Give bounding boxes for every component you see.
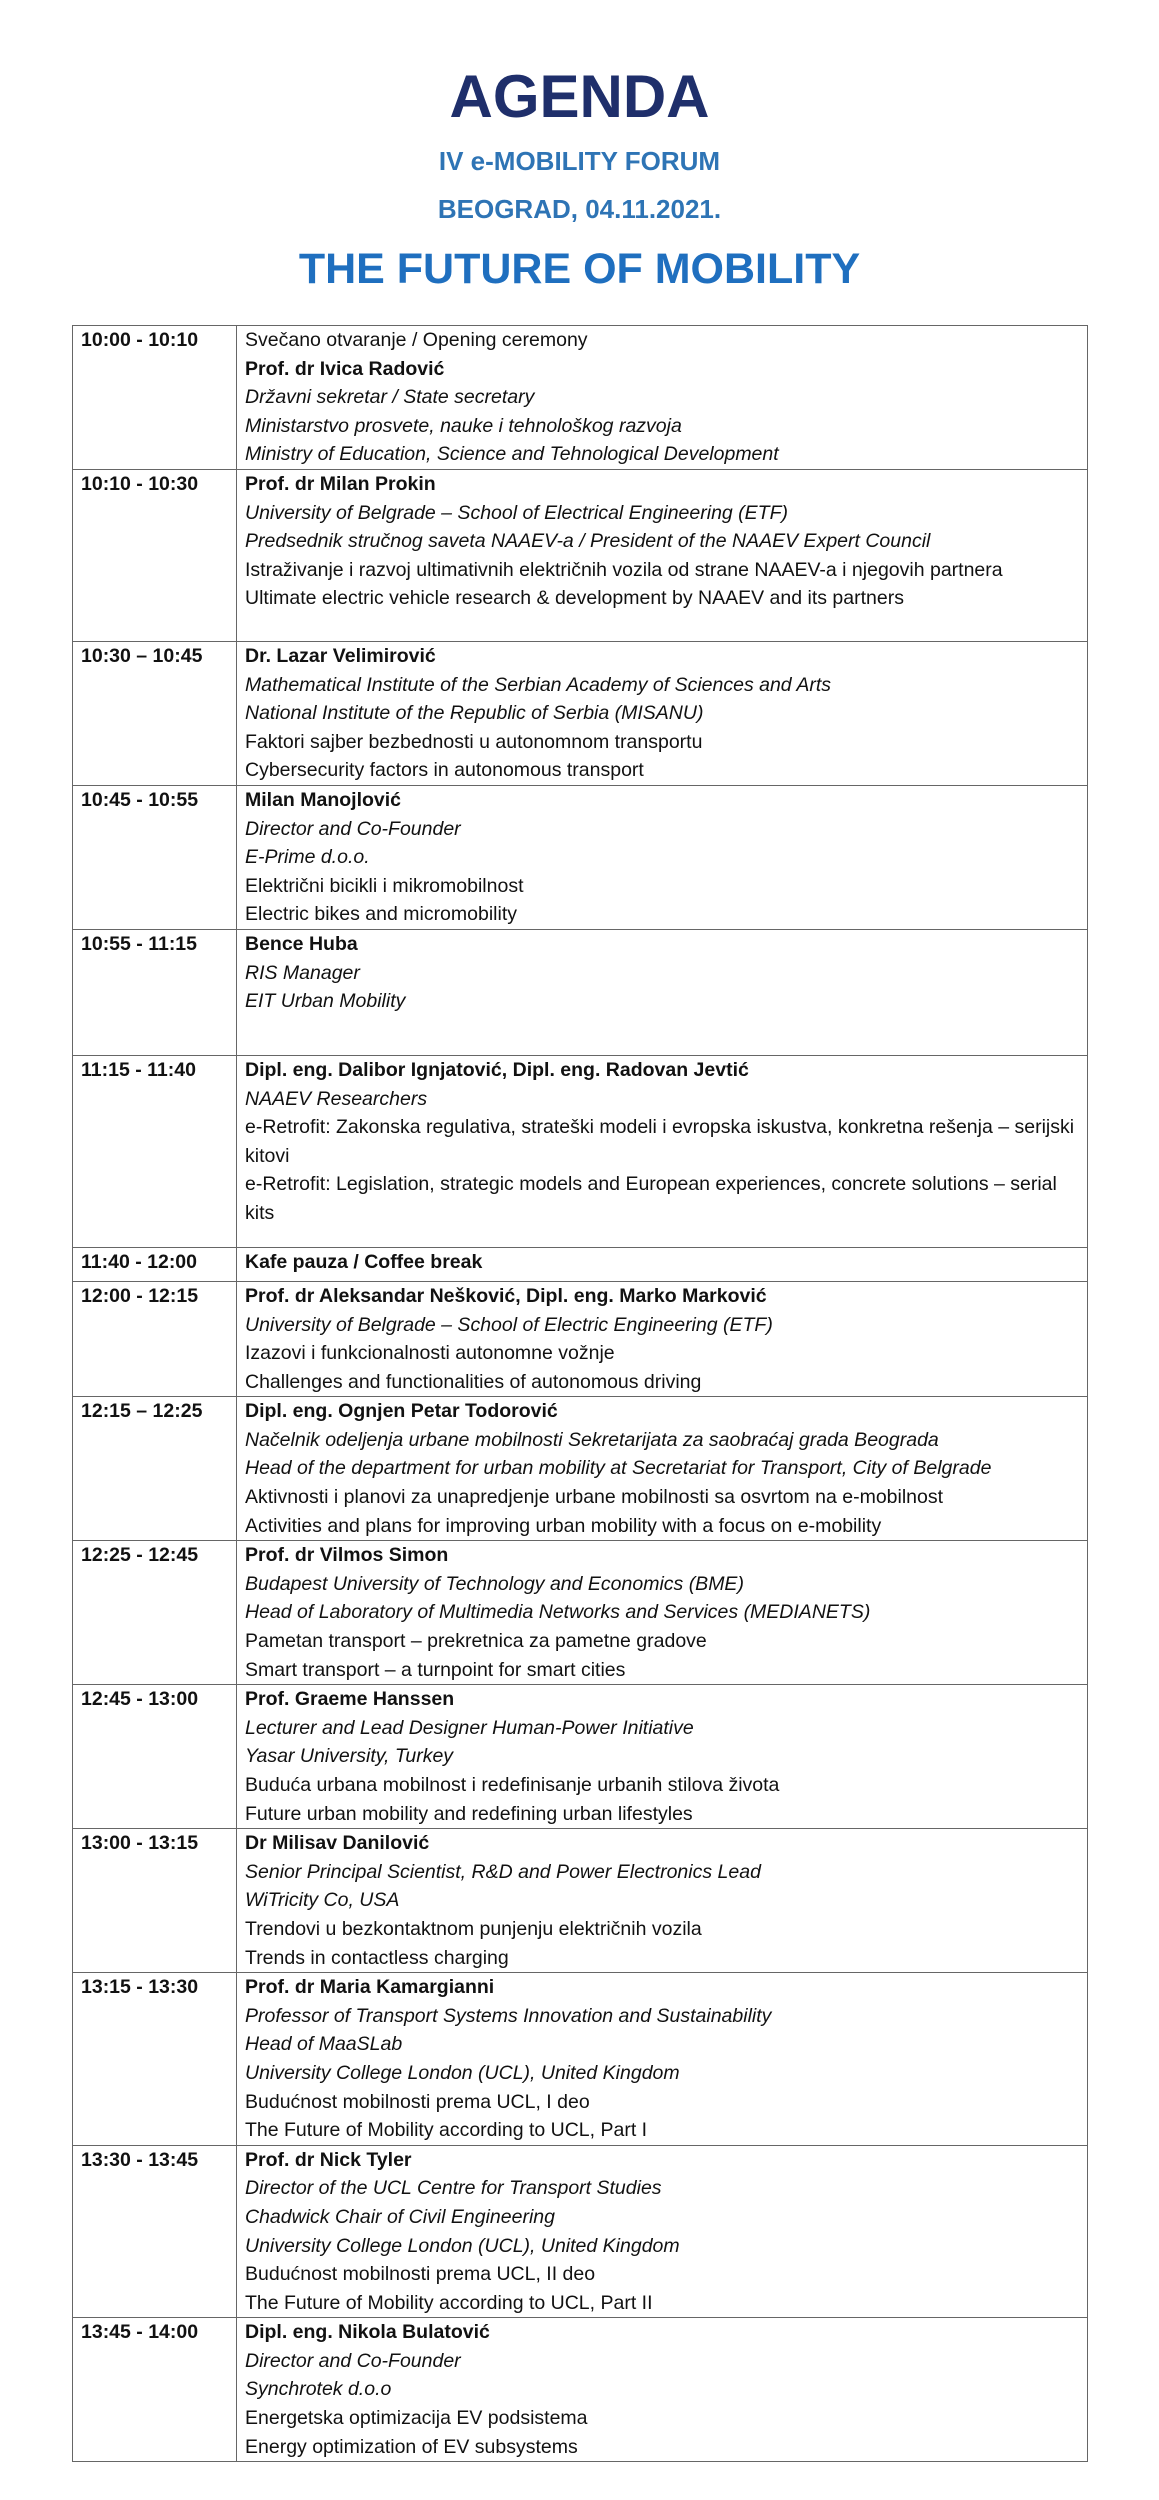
session-topic: Smart transport – a turnpoint for smart cities (245, 1658, 626, 1681)
speaker-name: Prof. dr Vilmos Simon (245, 1544, 449, 1567)
speaker-affiliation: Head of Laboratory of Multimedia Networks and Services (MEDIANETS) (245, 1601, 871, 1624)
agenda-row (73, 1247, 1088, 1281)
session-time: 10:45 - 10:55 (73, 785, 237, 929)
agenda-row (73, 1829, 1088, 1973)
speaker-affiliation: Mathematical Institute of the Serbian Academy of Sciences and Arts (245, 673, 832, 696)
speaker-name: Prof. dr Milan Prokin (245, 472, 436, 495)
agenda-table (72, 325, 1088, 2462)
session-topic: Faktori sajber bezbednosti u autonomnom transportu (245, 730, 703, 753)
speaker-name: Dipl. eng. Nikola Bulatović (245, 2321, 490, 2344)
speaker-affiliation: WiTricity Co, USA (245, 1889, 400, 1912)
speaker-affiliation: Predsednik stručnog saveta NAAEV-a / President of the NAAEV Expert Council (245, 530, 931, 553)
session-time: 13:00 - 13:15 (73, 1829, 237, 1973)
speaker-affiliation: Head of the department for urban mobility at Secretariat for Transport, City of Belgrade (245, 1457, 992, 1480)
speaker-name: Bence Huba (245, 932, 358, 955)
speaker-affiliation: Budapest University of Technology and Economics (BME) (245, 1572, 744, 1595)
speaker-name: Prof. dr Ivica Radović (245, 357, 445, 380)
session-details (237, 1973, 1088, 2146)
agenda-row (73, 2145, 1088, 2318)
agenda-row (73, 1685, 1088, 1829)
session-details (237, 1541, 1088, 1685)
speaker-affiliation: University College London (UCL), United Kingdom (245, 2061, 680, 2084)
speaker-name: Prof. Graeme Hanssen (245, 1688, 455, 1711)
speaker-affiliation: Državni sekretar / State secretary (245, 386, 535, 409)
speaker-affiliation: University College London (UCL), United Kingdom (245, 2234, 680, 2257)
session-time: 13:15 - 13:30 (73, 1973, 237, 2146)
speaker-affiliation: Ministarstvo prosvete, nauke i tehnološkog razvoja (245, 414, 682, 437)
session-topic: Električni bicikli i mikromobilnost (245, 874, 524, 897)
session-details (237, 2318, 1088, 2462)
speaker-affiliation: Head of MaaSLab (245, 2033, 403, 2056)
speaker-affiliation: Chadwick Chair of Civil Engineering (245, 2205, 555, 2228)
session-topic: Future urban mobility and redefining urban lifestyles (245, 1802, 693, 1825)
speaker-name: Dipl. eng. Dalibor Ignjatović, Dipl. eng. Radovan Jevtić (245, 1058, 749, 1081)
session-topic: Trends in contactless charging (245, 1946, 509, 1969)
agenda-row (73, 326, 1088, 470)
speaker-affiliation: Načelnik odeljenja urbane mobilnosti Sekretarijata za saobraćaj grada Beograda (245, 1428, 939, 1451)
session-topic: Aktivnosti i planovi za unapredjenje urbane mobilnosti sa osvrtom na e-mobilnost (245, 1486, 944, 1509)
session-topic: e-Retrofit: Zakonska regulativa, strateški modeli i evropska iskustva, konkretna rešenja – serijski kitovi (245, 1116, 1075, 1167)
session-details (237, 1685, 1088, 1829)
session-time: 13:30 - 13:45 (73, 2145, 237, 2318)
session-details (237, 1055, 1088, 1247)
session-time: 12:25 - 12:45 (73, 1541, 237, 1685)
session-topic: Activities and plans for improving urban mobility with a focus on e-mobility (245, 1514, 882, 1537)
agenda-table-body (73, 326, 1088, 2462)
session-time: 10:55 - 11:15 (73, 929, 237, 1055)
agenda-row (73, 641, 1088, 785)
speaker-affiliation: RIS Manager (245, 961, 360, 984)
session-details (237, 469, 1088, 641)
speaker-name: Prof. dr Nick Tyler (245, 2148, 412, 2171)
agenda-row (73, 1973, 1088, 2146)
speaker-affiliation: Ministry of Education, Science and Tehnological Development (245, 443, 779, 466)
speaker-name: Prof. dr Maria Kamargianni (245, 1976, 495, 1999)
agenda-row (73, 2318, 1088, 2462)
agenda-row (73, 1055, 1088, 1247)
session-time: 11:15 - 11:40 (73, 1055, 237, 1247)
session-time: 10:30 – 10:45 (73, 641, 237, 785)
session-topic: Electric bikes and micromobility (245, 903, 518, 926)
session-time: 10:00 - 10:10 (73, 326, 237, 470)
session-time: 12:00 - 12:15 (73, 1281, 237, 1396)
speaker-affiliation: Lecturer and Lead Designer Human-Power Initiative (245, 1716, 694, 1739)
speaker-affiliation: Professor of Transport Systems Innovation and Sustainability (245, 2004, 772, 2027)
speaker-affiliation: E-Prime d.o.o. (245, 846, 370, 869)
session-topic: The Future of Mobility according to UCL, Part II (245, 2291, 653, 2314)
session-details (237, 1397, 1088, 1541)
session-details (237, 1247, 1088, 1281)
speaker-name: Dr. Lazar Velimirović (245, 644, 436, 667)
speaker-name: Dipl. eng. Ognjen Petar Todorović (245, 1400, 558, 1423)
session-topic: Pametan transport – prekretnica za pametne gradove (245, 1630, 707, 1653)
session-topic: Cybersecurity factors in autonomous transport (245, 759, 644, 782)
session-topic: Trendovi u bezkontaktnom punjenju električnih vozila (245, 1917, 702, 1940)
agenda-row (73, 785, 1088, 929)
speaker-name: Prof. dr Aleksandar Nešković, Dipl. eng. Marko Marković (245, 1284, 767, 1307)
session-details (237, 929, 1088, 1055)
session-topic: The Future of Mobility according to UCL, Part I (245, 2119, 648, 2142)
session-details (237, 2145, 1088, 2318)
session-details (237, 641, 1088, 785)
session-details (237, 1281, 1088, 1396)
speaker-affiliation: University of Belgrade – School of Electric Engineering (ETF) (245, 1313, 773, 1336)
speaker-affiliation: EIT Urban Mobility (245, 990, 406, 1013)
session-time: 12:15 – 12:25 (73, 1397, 237, 1541)
session-time: 11:40 - 12:00 (73, 1247, 237, 1281)
session-topic: Svečano otvaranje / Opening ceremony (245, 329, 588, 351)
agenda-row (73, 929, 1088, 1055)
speaker-affiliation: NAAEV Researchers (245, 1087, 428, 1110)
agenda-header (0, 0, 1159, 294)
session-topic: Energy optimization of EV subsystems (245, 2435, 578, 2458)
speaker-name: Milan Manojlović (245, 788, 402, 811)
session-time: 13:45 - 14:00 (73, 2318, 237, 2462)
speaker-name: Kafe pauza / Coffee break (245, 1250, 483, 1273)
session-topic: Challenges and functionalities of autonomous driving (245, 1370, 702, 1393)
speaker-affiliation: University of Belgrade – School of Electrical Engineering (ETF) (245, 501, 788, 524)
session-topic: Izazovi i funkcionalnosti autonomne vožnje (245, 1342, 615, 1365)
session-time: 10:10 - 10:30 (73, 469, 237, 641)
agenda-row (73, 1397, 1088, 1541)
speaker-affiliation: Senior Principal Scientist, R&D and Power Electronics Lead (245, 1860, 761, 1883)
agenda-row (73, 1541, 1088, 1685)
agenda-row (73, 1281, 1088, 1396)
session-details (237, 785, 1088, 929)
speaker-affiliation: Director and Co-Founder (245, 817, 461, 840)
event-place-date: BEOGRAD, 04.11.2021. (437, 194, 722, 224)
session-topic: Istraživanje i razvoj ultimativnih električnih vozila od strane NAAEV-a i njegovih partnera (245, 558, 1003, 581)
forum-theme: THE FUTURE OF MOBILITY (298, 245, 861, 293)
session-details (237, 1829, 1088, 1973)
session-time: 12:45 - 13:00 (73, 1685, 237, 1829)
session-topic: Energetska optimizacija EV podsistema (245, 2407, 588, 2430)
agenda-title: AGENDA (449, 63, 710, 130)
event-name: IV e-MOBILITY FORUM (438, 146, 721, 176)
speaker-name: Dr Milisav Danilović (245, 1832, 430, 1855)
session-topic: e-Retrofit: Legislation, strategic models and European experiences, concrete solutions – serial kits (245, 1173, 1057, 1224)
session-details (237, 326, 1088, 470)
session-topic: Ultimate electric vehicle research & development by NAAEV and its partners (245, 587, 904, 610)
agenda-row (73, 469, 1088, 641)
speaker-affiliation: Yasar University, Turkey (245, 1745, 454, 1768)
speaker-affiliation: Synchrotek d.o.o (245, 2378, 392, 2401)
session-topic: Budućnost mobilnosti prema UCL, I deo (245, 2090, 590, 2113)
session-topic: Budućnost mobilnosti prema UCL, II deo (245, 2263, 596, 2286)
speaker-affiliation: Director of the UCL Centre for Transport Studies (245, 2177, 662, 2200)
speaker-affiliation: National Institute of the Republic of Serbia (MISANU) (245, 702, 704, 725)
session-topic: Buduća urbana mobilnost i redefinisanje urbanih stilova života (245, 1774, 780, 1796)
speaker-affiliation: Director and Co-Founder (245, 2349, 461, 2372)
